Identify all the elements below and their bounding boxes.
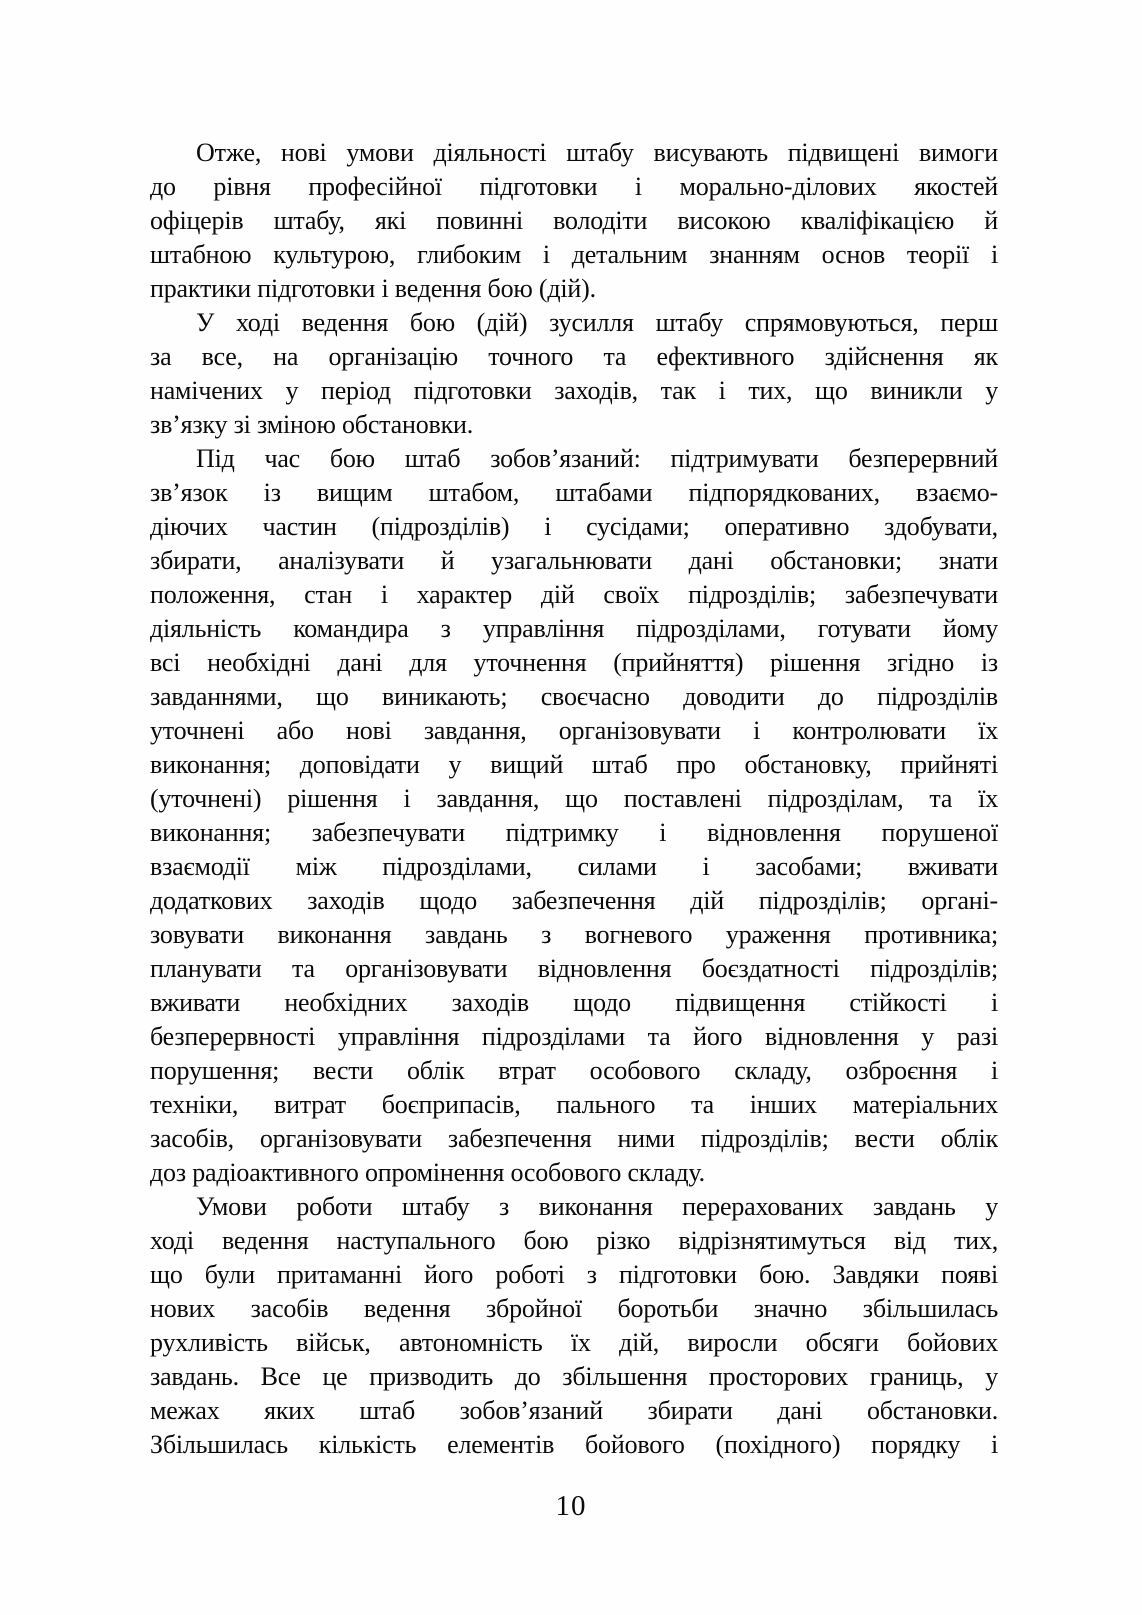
text-line: до рівня професійної підготовки і морально-ділових якостей <box>150 172 998 201</box>
text-line: Умови роботи штабу з виконання перерахованих завдань у <box>196 1192 998 1221</box>
text-line: засобів, організовувати забезпечення ними підрозділів; вести облік <box>150 1124 998 1153</box>
text-line: межах яких штаб зобов’язаний збирати дані обстановки. <box>150 1396 998 1425</box>
text-line: додаткових заходів щодо забезпечення дій підрозділів; органі- <box>150 886 998 915</box>
text-line: Отже, нові умови діяльності штабу висувають підвищені вимоги <box>196 138 998 167</box>
text-line: практики підготовки і ведення бою (дій). <box>150 274 596 303</box>
text-line: завдань. Все це призводить до збільшення просторових границь, у <box>150 1362 998 1391</box>
text-line: положення, стан і характер дій своїх підрозділів; забезпечувати <box>150 580 998 609</box>
text-line: виконання; забезпечувати підтримку і відновлення порушеної <box>150 818 998 847</box>
text-line: зв’язок із вищим штабом, штабами підпорядкованих, взаємо- <box>150 478 998 507</box>
text-line: рухливість військ, автономність їх дій, виросли обсяги бойових <box>150 1328 998 1357</box>
text-line: ході ведення наступального бою різко відрізнятимуться від тих, <box>150 1226 998 1255</box>
text-line: намічених у період підготовки заходів, так і тих, що виникли у <box>150 376 998 405</box>
text-line: збирати, аналізувати й узагальнювати дані обстановки; знати <box>150 546 998 575</box>
text-line: всі необхідні дані для уточнення (прийняття) рішення згідно із <box>150 648 998 677</box>
text-line: уточнені або нові завдання, організовувати і контролювати їх <box>150 716 998 745</box>
text-line: діяльність командира з управління підрозділами, готувати йому <box>150 614 998 643</box>
text-line: зовувати виконання завдань з вогневого ураження противника; <box>150 920 998 949</box>
text-line: за все, на організацію точного та ефективного здійснення як <box>150 342 998 371</box>
text-line: планувати та організовувати відновлення боєздатності підрозділів; <box>150 954 998 983</box>
text-line: техніки, витрат боєприпасів, пального та інших матеріальних <box>150 1090 998 1119</box>
text-line: вживати необхідних заходів щодо підвищення стійкості і <box>150 988 998 1017</box>
page-number: 10 <box>555 1490 587 1522</box>
text-line: виконання; доповідати у вищий штаб про обстановку, прийняті <box>150 750 998 779</box>
text-line: Збільшилась кількість елементів бойового (похідного) порядку і <box>150 1430 998 1459</box>
page-text <box>150 136 998 1462</box>
text-line: офіцерів штабу, які повинні володіти високою кваліфікацією й <box>150 206 998 235</box>
text-line: доз радіоактивного опромінення особового складу. <box>150 1158 705 1187</box>
text-line: взаємодії між підрозділами, силами і засобами; вживати <box>150 852 998 881</box>
text-line: порушення; вести облік втрат особового складу, озброєння і <box>150 1056 998 1085</box>
text-line: завданнями, що виникають; своєчасно доводити до підрозділів <box>150 682 998 711</box>
text-line: штабною культурою, глибоким і детальним знанням основ теорії і <box>150 240 998 269</box>
text-line: безперервності управління підрозділами та його відновлення у разі <box>150 1022 998 1051</box>
text-line: У ході ведення бою (дій) зусилля штабу спрямовуються, перш <box>196 308 998 337</box>
text-line: нових засобів ведення збройної боротьби значно збільшилась <box>150 1294 998 1323</box>
text-line: Під час бою штаб зобов’язаний: підтримувати безперервний <box>196 444 998 473</box>
text-line: що були притаманні його роботі з підготовки бою. Завдяки появі <box>150 1260 998 1289</box>
text-line: діючих частин (підрозділів) і сусідами; оперативно здобувати, <box>150 512 998 541</box>
text-line: зв’язку зі зміною обстановки. <box>150 410 474 439</box>
text-line: (уточнені) рішення і завдання, що поставлені підрозділам, та їх <box>150 784 998 813</box>
